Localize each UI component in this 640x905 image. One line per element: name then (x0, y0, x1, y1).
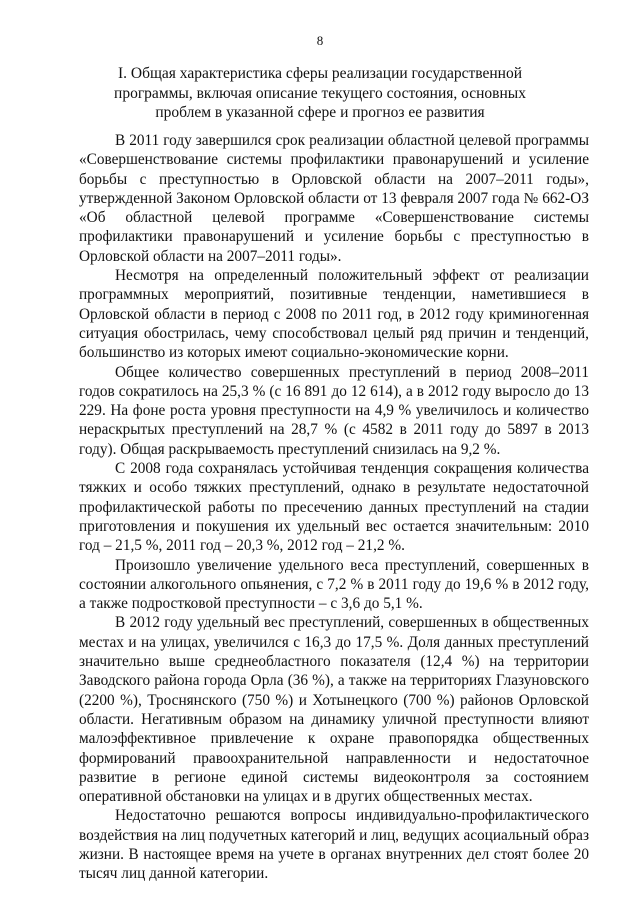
paragraph: В 2012 году удельный вес преступлений, совершенных в общественных местах и на улицах, увеличился с 16,3 до 17,5 %. Доля данных преступлений значительно выше среднеобластного показателя (12,4 %) на территории Заводского района города Орла (36 %), а также на территориях Глазуновского (2200 %), Троснянского (750 %) и Хотынецкого (700 %) районов Орловской области. Негативным образом на динамику уличной преступности влияют малоэффективное привлечение к охране правопорядка общественных формирований правоохранительной направленности и недостаточное развитие в регионе единой системы видеоконтроля за состоянием оперативной обстановки на улицах и в других общественных местах. (79, 614, 589, 806)
body-text (79, 131, 589, 884)
page-number: 8 (316, 33, 324, 48)
paragraph: С 2008 года сохранялась устойчивая тенденция сокращения количества тяжких и особо тяжких преступлений, однако в результате недостаточной профилактической работы по пресечению данных преступлений на стадии приготовления и покушения их удельный вес остается значительным: 2010 год – 21,5 %, 2011 год – 20,3 %, 2012 год – 21,2 %. (79, 460, 589, 555)
paragraph: Несмотря на определенный положительный эффект от реализации программных мероприятий, позитивные тенденции, наметившиеся в Орловской области в период с 2008 по 2011 год, в 2012 году криминогенная ситуация обострилась, чему способствовал целый ряд причин и тенденций, большинство из которых имеют социально-экономические корни. (79, 267, 589, 362)
paragraph: Произошло увеличение удельного веса преступлений, совершенных в состоянии алкогольного опьянения, с 7,2 % в 2011 году до 19,6 % в 2012 году, а также подростковой преступности – с 3,6 до 5,1 %. (79, 556, 589, 613)
paragraph: Общее количество совершенных преступлений в период 2008–2011 годов сократилось на 25,3 % (с 16 891 до 12 614), а в 2012 году выросло до 13 229. На фоне роста уровня преступности на 4,9 % увеличилось и количество нераскрытых преступлений на 28,7 % (с 4582 в 2011 году до 5897 в 2013 году). Общая раскрываемость преступлений снизилась на 9,2 %. (79, 363, 589, 458)
section-heading: I. Общая характеристика сферы реализации государственной программы, включая описание текущего состояния, основных проблем в указанной сфере и прогноз ее развития (114, 65, 526, 121)
paragraph: В 2011 году завершился срок реализации областной целевой программы «Совершенствование системы профилактики правонарушений и усиление борьбы с преступностью в Орловской области на 2007–2011 годы», утвержденной Законом Орловской области от 13 февраля 2007 года № 662-ОЗ «Об областной целевой программе «Совершенствование системы профилактики правонарушений и усиление борьбы с преступностью в Орловской области на 2007–2011 годы». (79, 132, 589, 265)
paragraph: Недостаточно решаются вопросы индивидуально-профилактического воздействия на лиц подучетных категорий и лиц, ведущих асоциальный образ жизни. В настоящее время на учете в органах внутренних дел стоят более 20 тысяч лиц данной категории. (79, 807, 589, 883)
